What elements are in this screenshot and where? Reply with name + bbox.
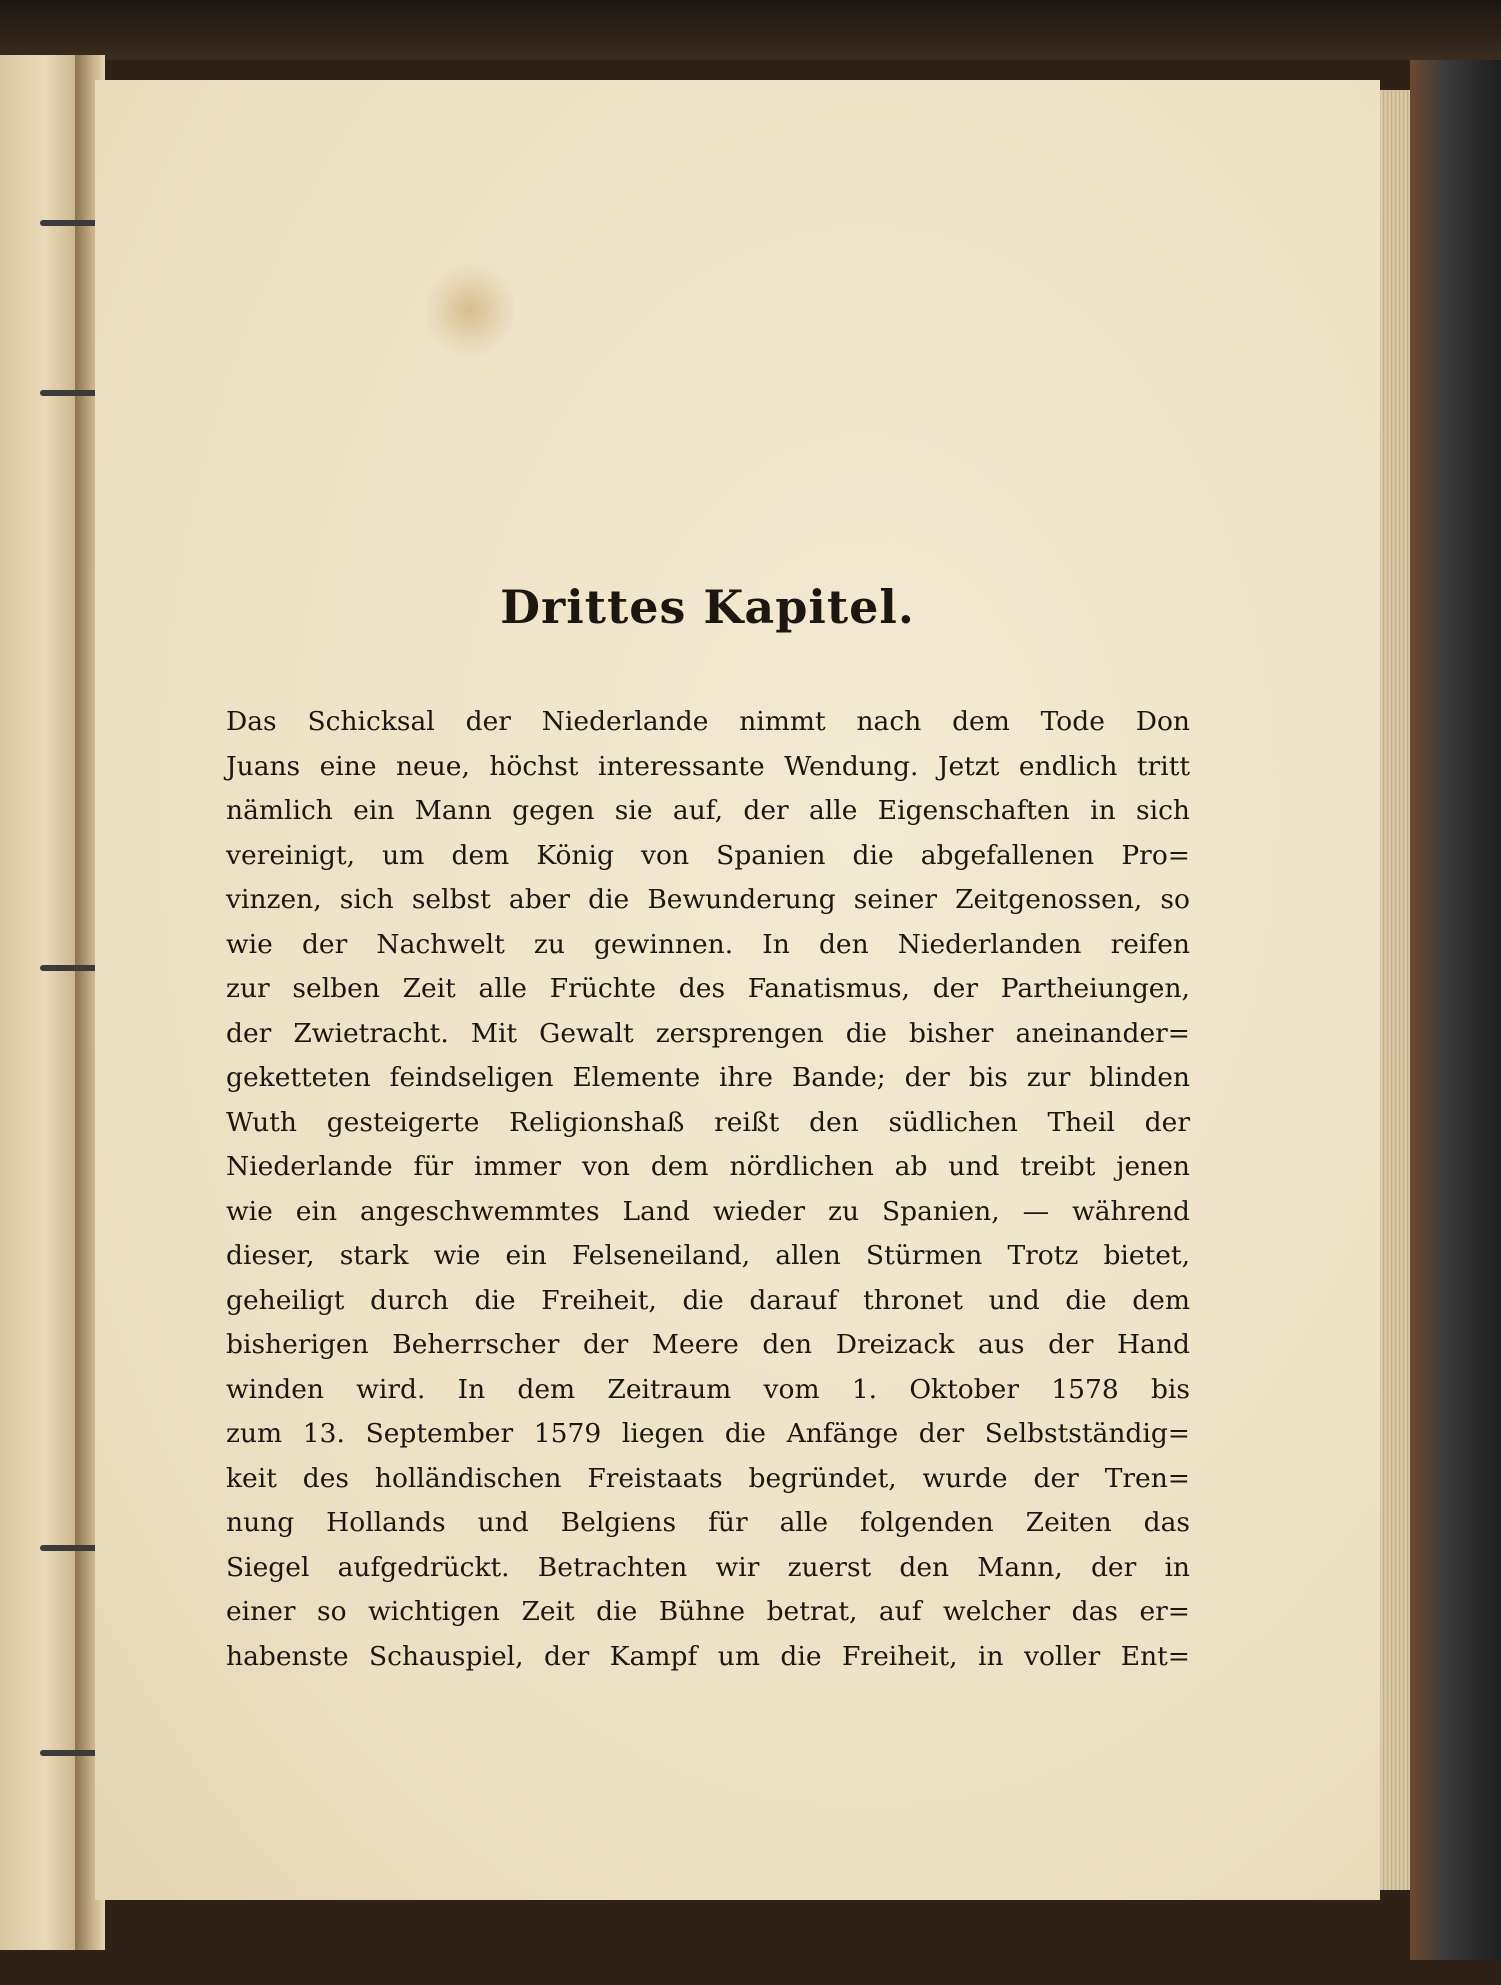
- text-line: Niederlande für immer von dem nördlichen ab und treibt jenen: [226, 1151, 1190, 1182]
- text-line: einer so wichtigen Zeit die Bühne betrat, auf welcher das er=: [226, 1596, 1190, 1627]
- text-line: Wuth gesteigerte Religionshaß reißt den südlichen Theil der: [226, 1106, 1190, 1138]
- page-stain: [425, 260, 515, 360]
- text-line: nämlich ein Mann gegen sie auf, der alle Eigenschaften in sich: [226, 795, 1190, 826]
- text-line: wie der Nachwelt zu gewinnen. In den Niederlanden reifen: [226, 928, 1190, 960]
- left-page-edge: [0, 55, 77, 1950]
- text-line: wie ein angeschwemmtes Land wieder zu Spanien, — während: [226, 1195, 1190, 1227]
- text-line: der Zwietracht. Mit Gewalt zersprengen die bisher aneinander=: [226, 1017, 1190, 1049]
- text-line: Juans eine neue, höchst interessante Wendung. Jetzt endlich tritt: [226, 750, 1190, 782]
- text-line: zur selben Zeit alle Früchte des Fanatismus, der Partheiungen,: [226, 973, 1190, 1004]
- text-line: habenste Schauspiel, der Kampf um die Freiheit, in voller Ent=: [226, 1640, 1190, 1672]
- text-line: geheiligt durch die Freiheit, die darauf thronet und die dem: [226, 1284, 1190, 1316]
- text-line: keit des holländischen Freistaats begründet, wurde der Tren=: [226, 1462, 1190, 1494]
- text-line: nung Hollands und Belgiens für alle folgenden Zeiten das: [226, 1507, 1190, 1538]
- text-line: geketteten feindseligen Elemente ihre Bande; der bis zur blinden: [226, 1062, 1190, 1093]
- text-line: bisherigen Beherrscher der Meere den Dreizack aus der Hand: [226, 1329, 1190, 1360]
- book-cover-top: [0, 0, 1501, 60]
- text-line: zum 13. September 1579 liegen die Anfänge der Selbstständig=: [226, 1418, 1190, 1449]
- book-cover-right: [1410, 60, 1501, 1960]
- text-line: vinzen, sich selbst aber die Bewunderung seiner Zeitgenossen, so: [226, 884, 1190, 915]
- text-line: vereinigt, um dem König von Spanien die abgefallenen Pro=: [226, 839, 1190, 871]
- text-line: Siegel aufgedrückt. Betrachten wir zuerst den Mann, der in: [226, 1551, 1190, 1583]
- text-line: winden wird. In dem Zeitraum vom 1. Oktober 1578 bis: [226, 1373, 1190, 1405]
- text-line: Das Schicksal der Niederlande nimmt nach dem Tode Don: [226, 706, 1190, 737]
- page-edges: [1380, 90, 1410, 1890]
- chapter-heading: Drittes Kapitel.: [500, 580, 915, 634]
- text-line: dieser, stark wie ein Felseneiland, allen Stürmen Trotz bietet,: [226, 1240, 1190, 1271]
- chapter-body: [226, 700, 1190, 1679]
